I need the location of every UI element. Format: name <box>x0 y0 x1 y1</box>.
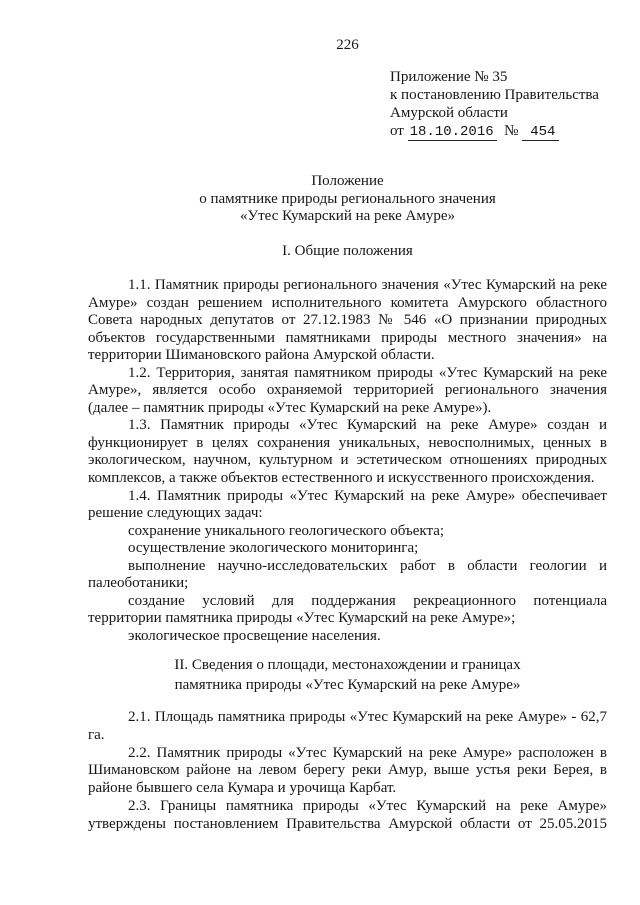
task-item: осуществление экологического мониторинга; <box>128 540 419 557</box>
paragraph-1-1 <box>88 277 607 365</box>
paragraph-line: комплексов, а также объектов естественного и искусственного происхождения. <box>88 470 595 487</box>
task-item-continuation: палеоботаники; <box>88 575 189 592</box>
paragraph-line: функционирует в целях сохранения уникальных, невосполнимых, ценных в <box>88 434 607 451</box>
task-item: создание условий для поддержания рекреационного потенциала <box>128 592 607 609</box>
paragraph-line: утверждены постановлением Правительства Амурской области от 25.05.2015 <box>88 815 607 832</box>
paragraph-line: 2.3. Границы памятника природы «Утес Кумарский на реке Амуре» <box>128 797 607 814</box>
section-2-body <box>88 709 607 834</box>
paragraph-line: 2.1. Площадь памятника природы «Утес Кумарский на реке Амуре» - 62,7 <box>128 709 607 725</box>
paragraph-line: Амуре», является особо охраняемой территорией регионального значения <box>88 382 607 399</box>
section-1-heading: I. Общие положения <box>282 243 413 259</box>
appendix-date-line <box>390 122 620 140</box>
appendix-title: Приложение № 35 <box>390 69 508 85</box>
title-line: о памятнике природы регионального значения <box>199 190 496 207</box>
paragraph-line: объектов государственными памятниками природы местного значения» на <box>88 329 607 346</box>
document-title <box>88 173 607 226</box>
paragraph-line: (далее – памятник природы «Утес Кумарский на реке Амуре»). <box>88 399 492 416</box>
paragraph-line: Шимановском районе на левом берегу реки Амур, выше устья реки Берея, в <box>88 762 607 779</box>
resolution-date: 18.10.2016 <box>408 125 497 141</box>
paragraph-2-2 <box>88 745 607 798</box>
date-prefix: от <box>390 123 404 139</box>
section-1-body <box>88 277 607 645</box>
paragraph-line: районе бывшего села Кумара и урочища Карбат. <box>88 780 397 797</box>
paragraph-2-3 <box>88 798 607 834</box>
heading-line: памятника природы «Утес Кумарский на реке Амуре» <box>174 677 521 693</box>
paragraph-line: 1.4. Памятник природы «Утес Кумарский на реке Амуре» обеспечивает <box>128 487 607 504</box>
appendix-region: Амурской области <box>390 105 508 121</box>
heading-line: II. Сведения о площади, местонахождении и границах <box>174 657 521 673</box>
paragraph-2-1 <box>88 709 607 745</box>
title-line: Положение <box>311 173 384 189</box>
task-item: сохранение уникального геологического объекта; <box>128 522 445 539</box>
page-number: 226 <box>336 37 359 53</box>
title-line: «Утес Кумарский на реке Амуре» <box>240 208 455 225</box>
number-sign: № <box>504 123 519 139</box>
task-item: выполнение научно-исследовательских работ в области геологии и <box>128 557 607 574</box>
paragraph-line: 1.1. Памятник природы регионального значения «Утес Кумарский на реке <box>128 277 607 293</box>
paragraph-line: га. <box>88 726 105 743</box>
task-list <box>88 523 607 646</box>
section-2-heading <box>88 655 607 695</box>
appendix-block <box>390 68 620 140</box>
paragraph-line: решение следующих задач: <box>88 505 263 522</box>
paragraph-1-2 <box>88 365 607 418</box>
paragraph-line: 2.2. Памятник природы «Утес Кумарский на реке Амуре» расположен в <box>128 744 607 761</box>
paragraph-line: 1.3. Памятник природы «Утес Кумарский на реке Амуре» создан и <box>128 417 607 434</box>
paragraph-line: Совета народных депутатов от 27.12.1983 № 546 «О признании природных <box>88 312 607 329</box>
paragraph-line: Амуре» создан решением исполнительного комитета Амурского областного <box>88 294 607 311</box>
paragraph-line: 1.2. Территория, занятая памятником природы «Утес Кумарский на реке <box>128 364 607 381</box>
paragraph-line: территории Шимановского района Амурской области. <box>88 347 435 364</box>
paragraph-line: экологическом, научном, культурном и эстетическом отношениях природных <box>88 452 607 469</box>
paragraph-1-3 <box>88 417 607 487</box>
task-item-continuation: территории памятника природы «Утес Кумарский на реке Амуре»; <box>88 610 516 627</box>
task-item: экологическое просвещение населения. <box>128 627 381 644</box>
resolution-number: 454 <box>522 125 559 141</box>
appendix-resolution: к постановлению Правительства <box>390 87 599 103</box>
paragraph-1-4 <box>88 488 607 523</box>
